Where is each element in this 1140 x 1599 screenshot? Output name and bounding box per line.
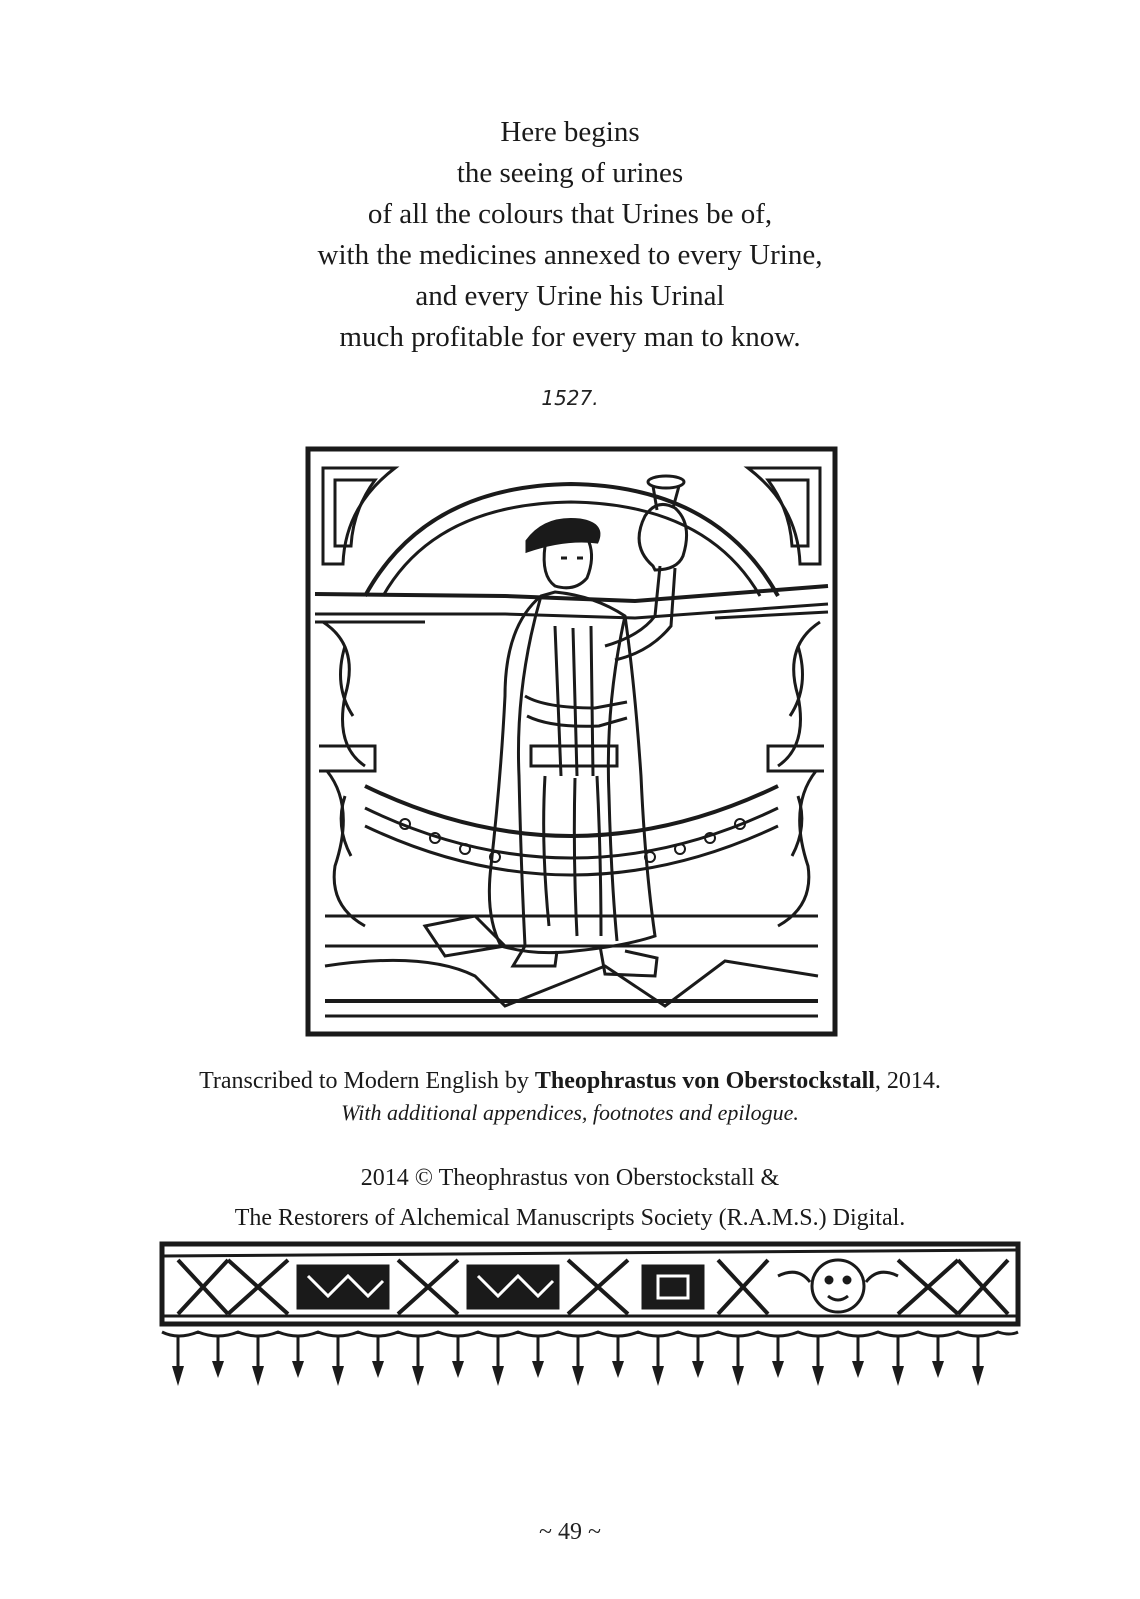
credit-suffix: , 2014. bbox=[874, 1068, 941, 1094]
page-number: ~ 49 ~ bbox=[539, 1519, 601, 1545]
credits bbox=[0, 1065, 1140, 1129]
copyright bbox=[0, 1158, 1140, 1238]
credit-note: With additional appendices, footnotes and epilogue. bbox=[341, 1100, 799, 1125]
title-line-1: Here begins bbox=[500, 116, 640, 148]
title-line-2: the seeing of urines bbox=[456, 157, 684, 189]
title-line-3: of all the colours that Urines be of, bbox=[367, 198, 773, 230]
title-block bbox=[0, 112, 1140, 358]
title-line-4: with the medicines annexed to every Urine, bbox=[317, 239, 823, 271]
woodcut-illustration bbox=[305, 446, 838, 1037]
transcription-credit bbox=[0, 1065, 1140, 1097]
year: 1527. bbox=[541, 386, 599, 410]
title-line-5: and every Urine his Urinal bbox=[415, 280, 725, 312]
copyright-line-1: 2014 © Theophrastus von Oberstockstall & bbox=[360, 1165, 780, 1191]
title-line-6: much profitable for every man to know. bbox=[339, 321, 801, 353]
credit-author: Theophrastus von Oberstockstall bbox=[534, 1068, 875, 1094]
copyright-line-2: The Restorers of Alchemical Manuscripts Society (R.A.M.S.) Digital. bbox=[234, 1205, 906, 1231]
credit-prefix: Transcribed to Modern English by bbox=[199, 1068, 535, 1094]
ornamental-border bbox=[158, 1236, 1023, 1414]
